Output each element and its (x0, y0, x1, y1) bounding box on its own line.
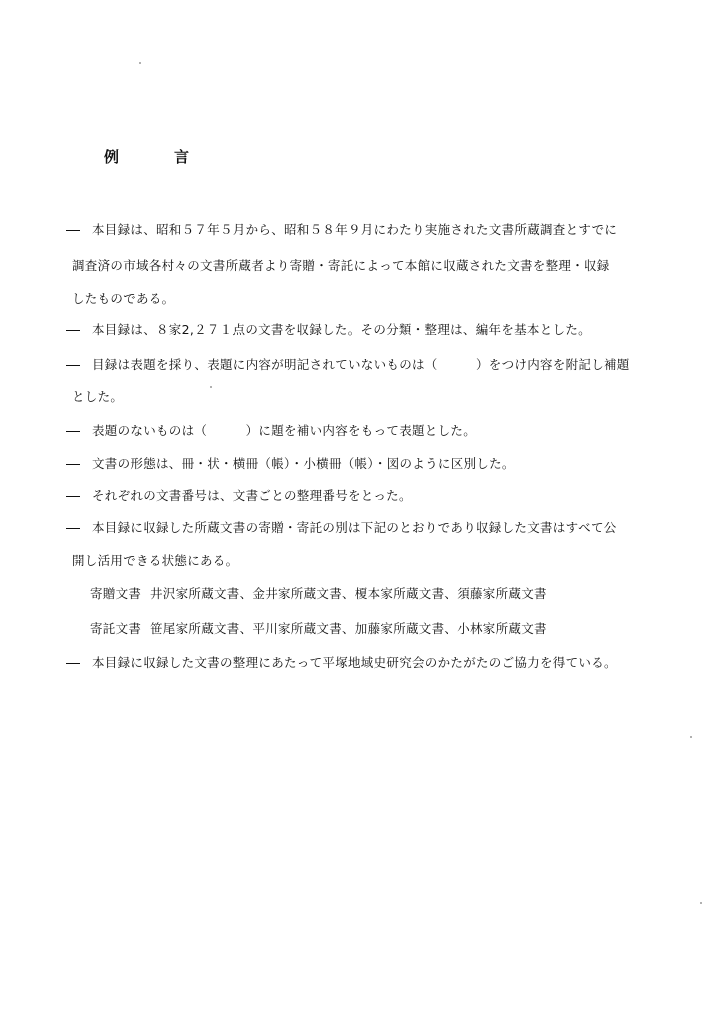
scan-speck (210, 386, 212, 388)
paragraph-line (66, 322, 591, 338)
line-text: したものである。 (72, 291, 175, 306)
dash-bullet (66, 322, 80, 338)
title-char-1: 例 (104, 148, 120, 166)
paragraph-line (66, 423, 476, 439)
paragraph-line (72, 291, 174, 307)
line-text: 文書の形態は、冊・状・横冊（帳）・小横冊（帳）・図のように区別した。 (92, 456, 515, 471)
line-text: 表題のないものは（ ）に題を補い内容をもって表題とした。 (92, 423, 477, 438)
line-text: とした。 (72, 389, 124, 404)
paragraph-line (72, 389, 123, 405)
dash-bullet (66, 423, 80, 439)
line-text: 本目録は、８家2,２７１点の文書を収録した。その分類・整理は、編年を基本とした。 (92, 322, 591, 337)
paragraph-line (66, 488, 412, 504)
scan-speck (700, 902, 702, 904)
dash-bullet (66, 456, 80, 472)
line-text: 目録は表題を採り、表題に内容が明記されていないものは（ ）をつけ内容を附記し補題 (92, 357, 630, 372)
paragraph-line (72, 553, 238, 569)
page-title (104, 146, 190, 167)
donation-line (90, 621, 547, 637)
donation-text: 井沢家所蔵文書、金井家所蔵文書、榎本家所蔵文書、須藤家所蔵文書 (150, 586, 547, 601)
dash-bullet (66, 520, 80, 536)
paragraph-line (72, 258, 610, 274)
line-text: 本目録に収録した所蔵文書の寄贈・寄託の別は下記のとおりであり収録した文書はすべて公 (92, 520, 617, 535)
dash-bullet (66, 655, 80, 671)
donation-line (90, 586, 547, 602)
title-char-2: 言 (174, 148, 190, 166)
paragraph-line (66, 222, 617, 238)
paragraph-line (66, 357, 630, 373)
dash-bullet (66, 488, 80, 504)
line-text: 調査済の市域各村々の文書所蔵者より寄贈・寄託によって本館に収蔵された文書を整理・収録 (72, 258, 610, 273)
line-text: 本目録は、昭和５７年５月から、昭和５８年９月にわたり実施された文書所蔵調査とすでに (92, 222, 618, 237)
donation-tag: 寄託文書 (90, 621, 142, 636)
dash-bullet (66, 222, 80, 238)
dash-bullet (66, 357, 80, 373)
donation-tag: 寄贈文書 (90, 586, 142, 601)
paragraph-line (66, 456, 515, 472)
scan-speck (690, 736, 692, 738)
line-text: 本目録に収録した文書の整理にあたって平塚地域史研究会のかたがたのご協力を得ている。 (92, 655, 617, 670)
line-text: 開し活用できる状態にある。 (72, 553, 239, 568)
line-text: それぞれの文書番号は、文書ごとの整理番号をとった。 (92, 488, 412, 503)
scan-speck (139, 62, 141, 64)
paragraph-line (66, 520, 617, 536)
paragraph-line (66, 655, 617, 671)
donation-text: 笹尾家所蔵文書、平川家所蔵文書、加藤家所蔵文書、小林家所蔵文書 (150, 621, 547, 636)
